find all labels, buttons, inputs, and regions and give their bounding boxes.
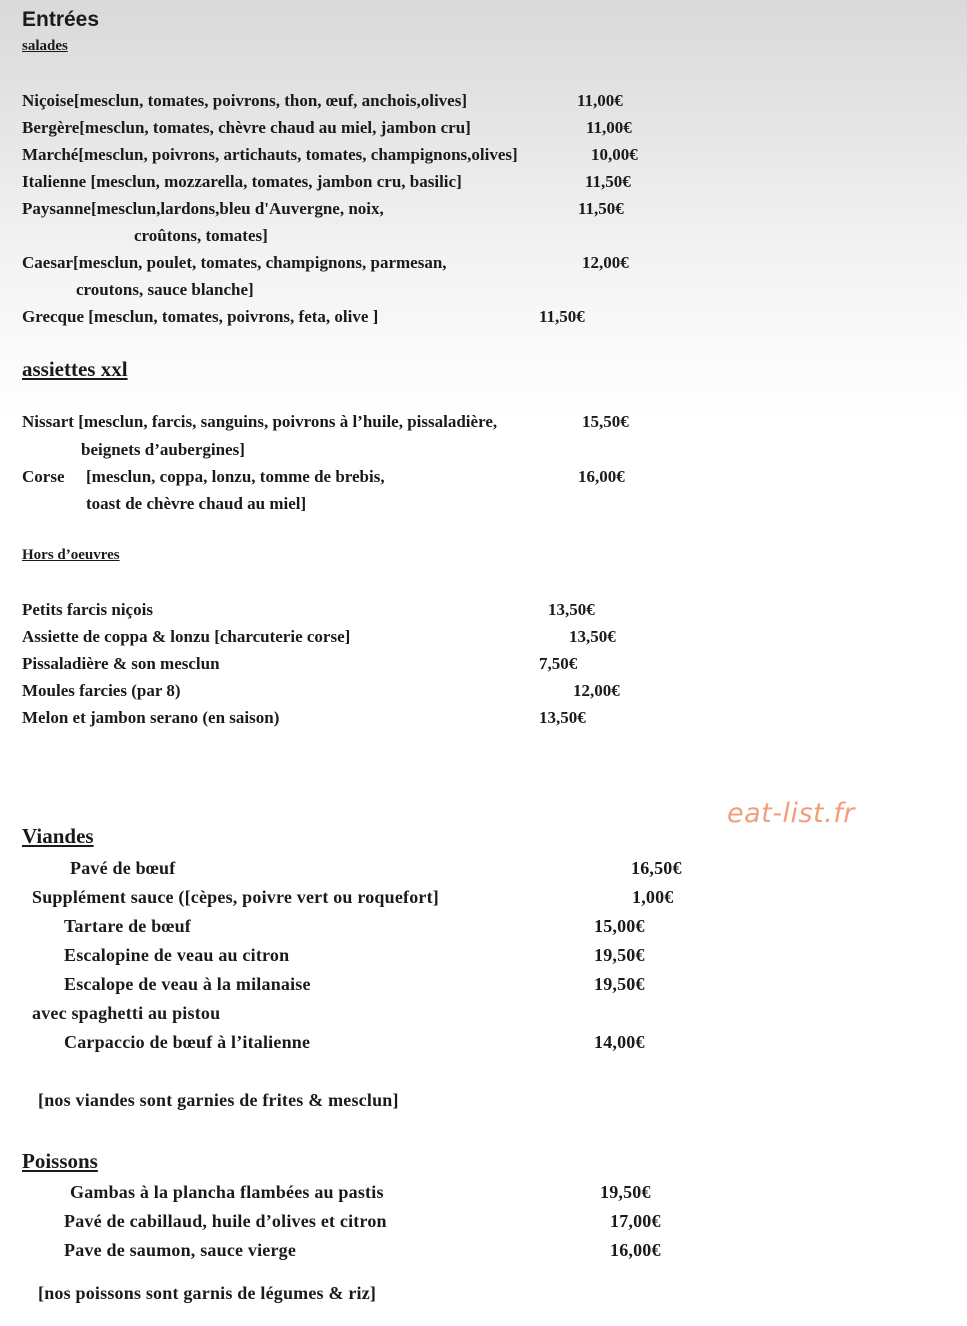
viande-item-name: Supplément sauce ([cèpes, poivre vert ou roquefort] <box>32 887 439 907</box>
salade-item-name: Paysanne[mesclun,lardons,bleu d'Auvergne, noix, <box>22 199 384 218</box>
poisson-item-name: Pave de saumon, sauce vierge <box>64 1240 297 1260</box>
poisson-item-name: Gambas à la plancha flambées au pastis <box>70 1182 384 1202</box>
hors-doeuvre-item-price: 13,50€ <box>569 627 616 646</box>
salade-item-price: 12,00€ <box>582 253 629 272</box>
salade-item-price: 11,50€ <box>585 172 631 191</box>
assiettes-heading: assiettes xxl <box>22 357 128 381</box>
viande-item-price: 15,00€ <box>594 916 645 936</box>
hors-doeuvre-item-price: 7,50€ <box>539 654 578 673</box>
salade-item-name: Italienne [mesclun, mozzarella, tomates, jambon cru, basilic] <box>22 172 462 191</box>
salade-item-name: Bergère[mesclun, tomates, chèvre chaud au miel, jambon cru] <box>22 118 471 137</box>
hors-doeuvre-item-name: Melon et jambon serano (en saison) <box>22 708 280 727</box>
salade-item-continuation: croûtons, tomates] <box>134 226 268 245</box>
viande-item-name: Escalopine de veau au citron <box>64 945 290 965</box>
poisson-item-price: 16,00€ <box>610 1240 661 1260</box>
viande-item-name: Escalope de veau à la milanaise <box>64 974 311 994</box>
salade-item-price: 11,00€ <box>586 118 632 137</box>
viande-item-price: 19,50€ <box>594 974 645 994</box>
salade-item-price: 11,50€ <box>539 307 585 326</box>
salade-item-name: Niçoise[mesclun, tomates, poivrons, thon, œuf, anchois,olives] <box>22 91 467 110</box>
assiette-item-name: Corse <box>22 467 65 486</box>
assiette-item-price: 16,00€ <box>578 467 625 486</box>
hors-doeuvres-heading: Hors d’oeuvres <box>22 547 120 563</box>
salade-item-name: Marché[mesclun, poivrons, artichauts, tomates, champignons,olives] <box>22 145 518 164</box>
viande-item-name: Carpaccio de bœuf à l’italienne <box>64 1032 311 1052</box>
viandes-note: [nos viandes sont garnies de frites & mesclun] <box>38 1090 399 1110</box>
viande-item-continuation: avec spaghetti au pistou <box>32 1003 221 1023</box>
poisson-item-name: Pavé de cabillaud, huile d’olives et citron <box>64 1211 387 1231</box>
assiette-item-name: Nissart [mesclun, farcis, sanguins, poivrons à l’huile, pissaladière, <box>22 412 498 431</box>
viande-item-name: Tartare de bœuf <box>64 916 192 936</box>
salade-item-price: 11,00€ <box>577 91 623 110</box>
hors-doeuvre-item-price: 13,50€ <box>539 708 586 727</box>
assiette-item-detail: [mesclun, coppa, lonzu, tomme de brebis, <box>86 467 385 486</box>
poissons-heading: Poissons <box>22 1149 98 1173</box>
salade-item-price: 11,50€ <box>578 199 624 218</box>
viande-item-price: 19,50€ <box>594 945 645 965</box>
poisson-item-price: 19,50€ <box>600 1182 651 1202</box>
assiette-item-price: 15,50€ <box>582 412 629 431</box>
viande-item-price: 14,00€ <box>594 1032 645 1052</box>
page-title: Entrées <box>22 8 100 31</box>
watermark-logo: eat-list.fr <box>727 798 855 829</box>
salade-item-price: 10,00€ <box>591 145 638 164</box>
salade-item-continuation: croutons, sauce blanche] <box>76 280 254 299</box>
hors-doeuvre-item-name: Moules farcies (par 8) <box>22 681 181 700</box>
hors-doeuvre-item-price: 12,00€ <box>573 681 620 700</box>
hors-doeuvre-item-name: Assiette de coppa & lonzu [charcuterie corse] <box>22 627 351 646</box>
assiette-item-continuation: toast de chèvre chaud au miel] <box>86 494 307 513</box>
hors-doeuvre-item-price: 13,50€ <box>548 600 595 619</box>
viande-item-price: 16,50€ <box>631 858 682 878</box>
viandes-heading: Viandes <box>22 824 94 848</box>
viande-item-price: 1,00€ <box>632 887 674 907</box>
poissons-note: [nos poissons sont garnis de légumes & riz] <box>38 1283 377 1303</box>
poisson-item-price: 17,00€ <box>610 1211 661 1231</box>
salade-item-name: Grecque [mesclun, tomates, poivrons, feta, olive ] <box>22 307 379 326</box>
assiette-item-continuation: beignets d’aubergines] <box>81 440 245 459</box>
hors-doeuvre-item-name: Petits farcis niçois <box>22 600 153 619</box>
hors-doeuvre-item-name: Pissaladière & son mesclun <box>22 654 220 673</box>
salade-item-name: Caesar[mesclun, poulet, tomates, champignons, parmesan, <box>22 253 447 272</box>
viande-item-name: Pavé de bœuf <box>70 858 176 878</box>
salades-heading: salades <box>22 38 68 54</box>
